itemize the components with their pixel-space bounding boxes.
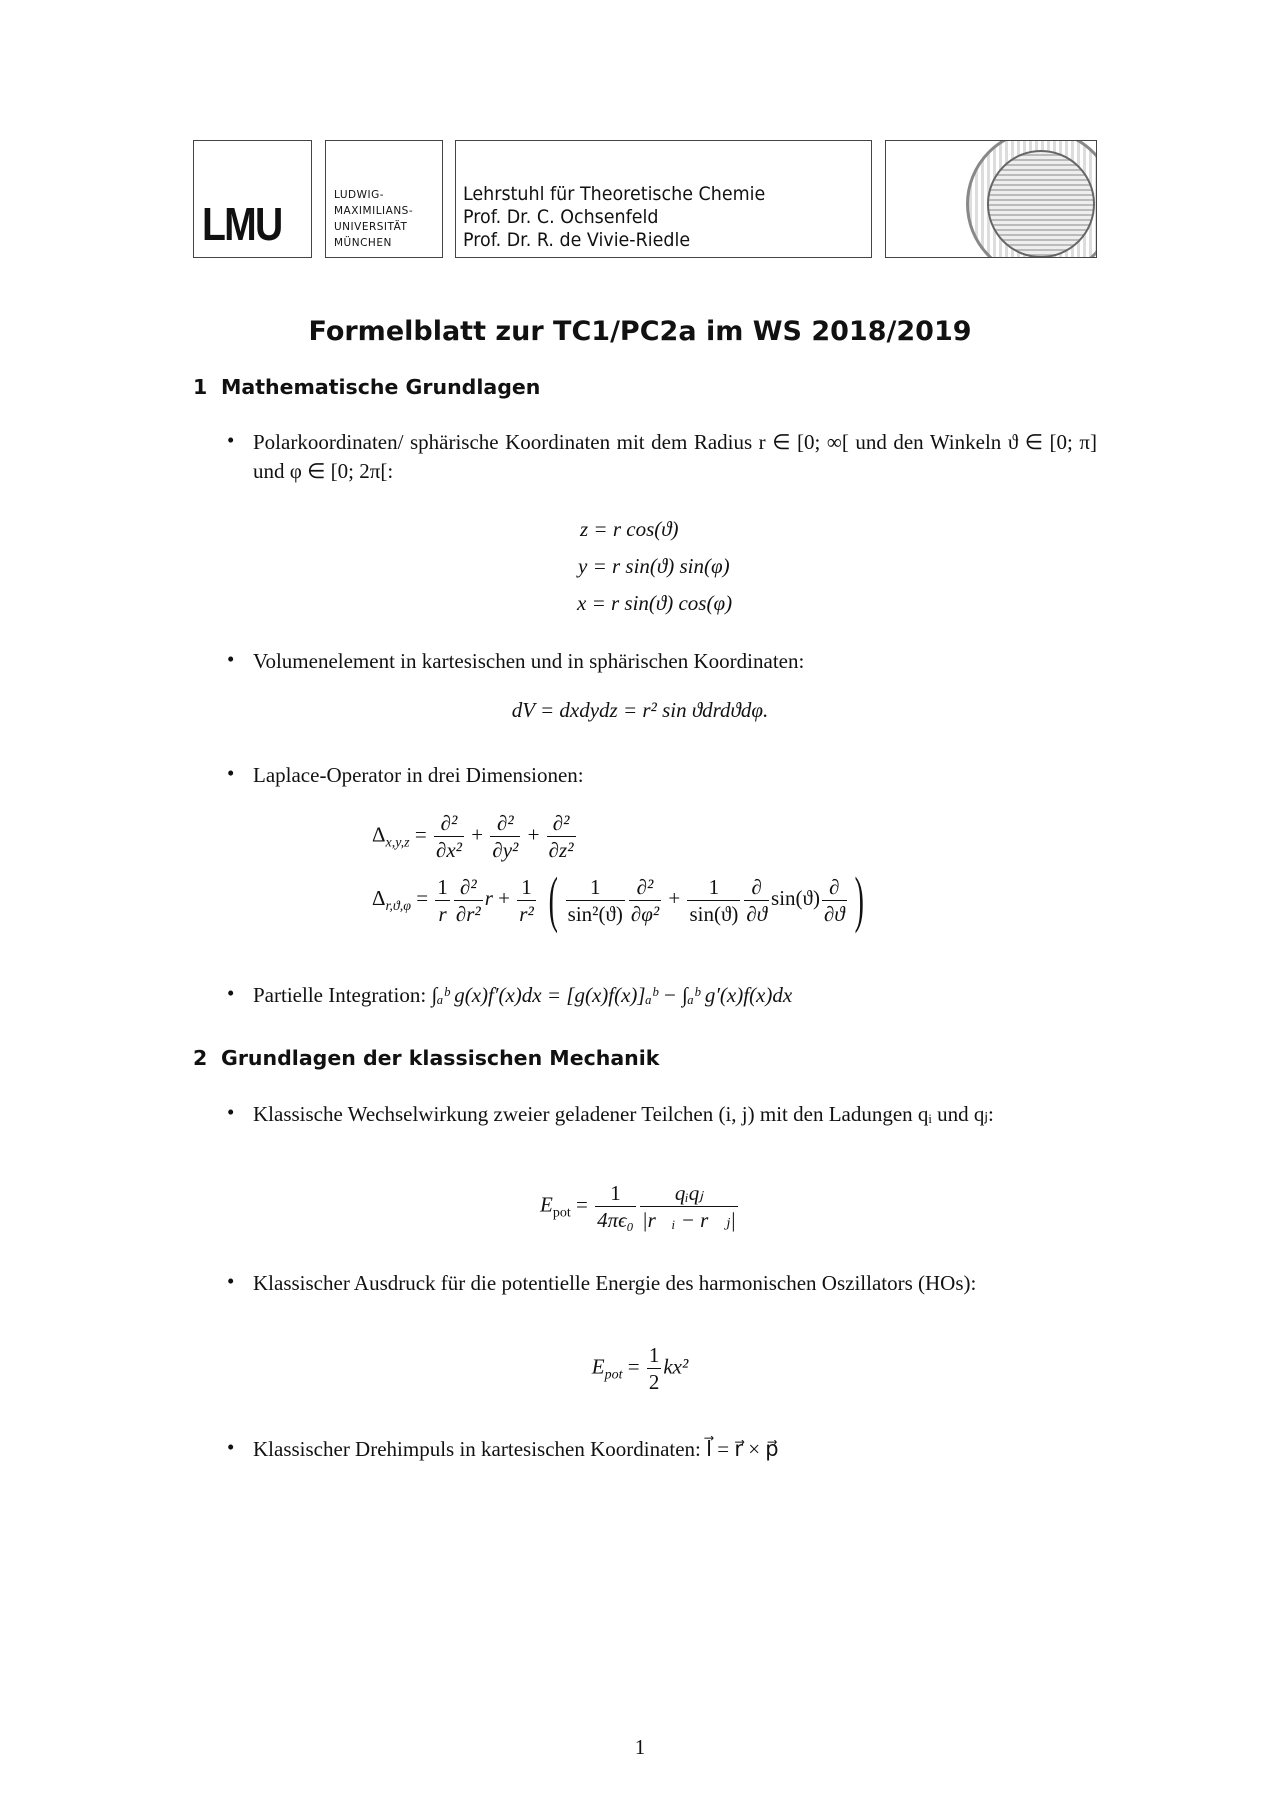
left-paren: (: [548, 866, 558, 934]
numerator: 1: [437, 874, 448, 899]
uni-line: UNIVERSITÄT: [334, 221, 408, 233]
university-name: [334, 187, 413, 251]
volume-element-equation: dV = dxdydz = r² sin ϑdrdϑdφ.: [511, 698, 769, 722]
denominator: sin²(ϑ): [567, 901, 623, 926]
denominator: ∂ϑ: [746, 901, 768, 926]
subscript: pot: [552, 1205, 571, 1221]
numerator: 1: [648, 1343, 660, 1367]
bullet-icon: •: [227, 647, 235, 671]
numerator: ∂: [822, 874, 847, 901]
denominator: ∂φ²: [630, 901, 660, 926]
seal-box: [885, 140, 1097, 258]
numerator: ∂²: [547, 810, 576, 837]
fraction: [640, 1180, 738, 1233]
equals: =: [627, 1354, 640, 1379]
fraction: [629, 874, 661, 927]
chair-box: [455, 140, 872, 258]
list-item: [227, 1435, 1097, 1464]
list-item: [227, 1269, 1097, 1298]
sin-term: sin(ϑ): [771, 885, 820, 910]
bullet-icon: •: [227, 1269, 235, 1293]
uni-line: MÜNCHEN: [334, 237, 392, 249]
equals: =: [414, 822, 427, 847]
bullet-icon: •: [227, 428, 235, 452]
fraction: [687, 874, 740, 927]
bullet-text: Polarkoordinaten/ sphärische Koordinaten mit dem Radius r ∈ [0; ∞[ und den Winkeln ϑ ∈ [0; π] und φ ∈ [0; 2π[:: [253, 430, 1097, 483]
numerator: 1: [517, 874, 535, 901]
university-seal-icon: [966, 140, 1097, 258]
laplace-spherical: [372, 866, 869, 934]
lmu-logo-box: [193, 140, 312, 258]
fraction: [454, 874, 483, 927]
list-item: [227, 647, 1097, 676]
delta-symbol: Δ: [372, 885, 386, 910]
fraction: [595, 1180, 636, 1233]
bullet-text: Klassischer Ausdruck für die potentielle Energie des harmonischen Oszillators (HOs):: [253, 1271, 977, 1295]
bullet-text: Klassische Wechselwirkung zweier geladener Teilchen (i, j) mit den Ladungen qᵢ und qⱼ:: [253, 1102, 994, 1126]
lmu-logo: LMU: [202, 198, 282, 250]
bullet-icon: •: [227, 1100, 235, 1124]
fraction: [647, 1342, 662, 1395]
coulomb-equation: [0, 1180, 1280, 1233]
label: Partielle Integration:: [253, 983, 427, 1007]
denominator: |r⃗ᵢ − r⃗ⱼ|: [641, 1208, 736, 1232]
list-item: [227, 1100, 1097, 1129]
E: E: [540, 1192, 553, 1217]
denominator: r: [438, 901, 447, 926]
laplace-cartesian: [372, 810, 578, 863]
denominator: sin(ϑ): [689, 901, 739, 926]
denominator: 4πϵ₀: [597, 1208, 634, 1232]
equation-x: x = r sin(ϑ) cos(φ): [577, 591, 733, 615]
bullet-icon: •: [227, 1435, 235, 1459]
right-paren: ): [854, 866, 864, 934]
denominator: r²: [519, 901, 534, 926]
page-title: Formelblatt zur TC1/PC2a im WS 2018/2019: [308, 316, 972, 347]
plus: +: [471, 822, 484, 847]
subscript: x,y,z: [385, 835, 410, 851]
fraction: [744, 874, 769, 927]
plus: +: [498, 885, 511, 910]
fraction: [517, 874, 535, 927]
professor-name: Prof. Dr. R. de Vivie-Riedle: [463, 229, 691, 251]
E: E: [591, 1354, 605, 1379]
bullet-icon: •: [227, 981, 235, 1005]
numerator: ∂: [744, 874, 769, 901]
chair-name: Lehrstuhl für Theoretische Chemie: [463, 183, 766, 205]
numerator: 1: [595, 1180, 636, 1207]
bullet-text: [253, 981, 1097, 1010]
equals: =: [575, 1192, 588, 1217]
plus: +: [527, 822, 540, 847]
fraction: [822, 874, 847, 927]
list-item: [227, 761, 1097, 790]
numerator: ∂²: [629, 874, 661, 901]
equation-y: y = r sin(ϑ) sin(φ): [578, 554, 730, 578]
section-heading-1: [193, 375, 540, 399]
subscript: pot: [604, 1367, 623, 1383]
bullet-text: Laplace-Operator in drei Dimensionen:: [253, 763, 584, 787]
fraction: [547, 810, 576, 863]
professor-name: Prof. Dr. C. Ochsenfeld: [463, 206, 659, 228]
page-number: 1: [634, 1735, 646, 1759]
numerator: 1: [566, 874, 625, 901]
university-name-box: [325, 140, 443, 258]
numerator: ∂²: [490, 810, 520, 837]
list-item: [227, 981, 1097, 1010]
bullet-text: Volumenelement in kartesischen und in sphärischen Koordinaten:: [253, 649, 805, 673]
section-title: Grundlagen der klassischen Mechanik: [221, 1046, 660, 1070]
uni-line: LUDWIG-: [334, 189, 385, 201]
numerator: ∂²: [454, 874, 483, 901]
section-number: 1: [193, 375, 208, 399]
equals: =: [416, 885, 429, 910]
denominator: 2: [648, 1370, 660, 1394]
section-heading-2: [193, 1046, 659, 1070]
kx2: kx²: [663, 1354, 689, 1379]
list-item: [227, 428, 1097, 486]
denominator: ∂x²: [435, 838, 462, 862]
subscript: r,ϑ,φ: [385, 899, 412, 914]
denominator: ∂y²: [492, 838, 519, 862]
delta-symbol: Δ: [372, 822, 386, 847]
chair-info: [463, 183, 765, 252]
fraction: [566, 874, 625, 927]
bullet-icon: •: [227, 761, 235, 785]
numerator: 1: [687, 874, 740, 901]
denominator: ∂z²: [548, 838, 574, 862]
integration-equation: ∫ₐᵇ g(x)f′(x)dx = [g(x)f(x)]ₐᵇ − ∫ₐᵇ g′(x)f(x)dx: [431, 983, 793, 1007]
numerator: qᵢqⱼ: [640, 1180, 738, 1207]
denominator: ∂ϑ: [823, 901, 845, 926]
plus: +: [668, 885, 681, 910]
bullet-text: Klassischer Drehimpuls in kartesischen Koordinaten: l⃗ = r⃗ × p⃗: [253, 1437, 779, 1461]
coordinate-equations: [567, 511, 732, 622]
section-number: 2: [193, 1046, 208, 1070]
fraction: [435, 874, 450, 927]
fraction: [490, 810, 520, 863]
numerator: ∂²: [434, 810, 464, 837]
fraction: [434, 810, 464, 863]
equation-z: z = r cos(ϑ): [580, 517, 679, 541]
r: r: [484, 885, 493, 910]
section-title: Mathematische Grundlagen: [221, 375, 541, 399]
harmonic-oscillator-equation: [0, 1342, 1280, 1395]
uni-line: MAXIMILIANS-: [334, 205, 414, 217]
denominator: ∂r²: [455, 901, 481, 926]
